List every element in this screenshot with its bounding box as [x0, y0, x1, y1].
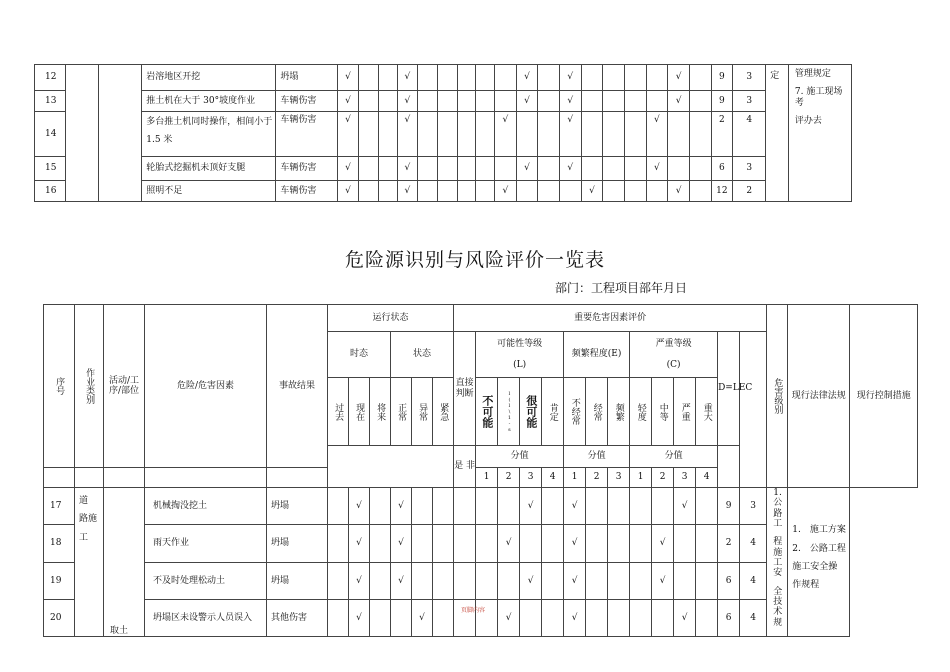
- mark-cell: [328, 599, 349, 636]
- mark-cell: [476, 65, 495, 91]
- mark-cell: √: [349, 599, 370, 636]
- row-d-value: 2: [718, 525, 740, 562]
- page-footer: 页脚内容: [461, 607, 486, 614]
- mark-cell: √: [391, 488, 412, 525]
- mark-cell: √: [398, 157, 418, 181]
- mark-cell: [696, 562, 718, 599]
- header-emergency: 紧急: [433, 378, 454, 446]
- mark-cell: [370, 488, 391, 525]
- mark-cell: √: [564, 599, 586, 636]
- mark-cell: √: [559, 91, 581, 112]
- mark-cell: [624, 91, 646, 112]
- mark-cell: [438, 65, 458, 91]
- mark-cell: √: [564, 525, 586, 562]
- header-direct: 直接判断: [454, 332, 476, 446]
- row-no: 13: [35, 91, 66, 112]
- mark-cell: [438, 91, 458, 112]
- mark-cell: √: [338, 91, 359, 112]
- mark-cell: [542, 599, 564, 636]
- header-score-c: 分值: [630, 446, 718, 468]
- mark-cell: [674, 525, 696, 562]
- mark-cell: [542, 488, 564, 525]
- header-frequent: 频繁: [608, 378, 630, 446]
- mark-cell: [457, 181, 476, 202]
- header-state: 状态: [391, 332, 454, 378]
- header-not-often: 不经常: [564, 378, 586, 446]
- mark-cell: [412, 488, 433, 525]
- header-tiny: l(l\1-s: [498, 378, 520, 446]
- mark-cell: [630, 525, 652, 562]
- row-activity: 取土: [104, 488, 145, 637]
- mark-cell: √: [349, 562, 370, 599]
- mark-cell: [476, 157, 495, 181]
- header-often: 经常: [586, 378, 608, 446]
- mark-cell: [652, 488, 674, 525]
- mark-cell: √: [516, 157, 538, 181]
- mark-cell: [538, 112, 560, 157]
- row-no: 16: [35, 181, 66, 202]
- mark-cell: [624, 65, 646, 91]
- mark-cell: [358, 65, 379, 91]
- mark-cell: [457, 65, 476, 91]
- mark-cell: [457, 112, 476, 157]
- mark-cell: [438, 181, 458, 202]
- control-line: 7. 施工现场考: [794, 87, 843, 108]
- mark-cell: √: [564, 562, 586, 599]
- header-abnormal: 异常: [412, 378, 433, 446]
- mark-cell: [417, 112, 438, 157]
- page-title: 危险源识别与风险评价一览表: [344, 249, 605, 271]
- mark-cell: [608, 488, 630, 525]
- score-e-3: 3: [608, 468, 630, 488]
- row-result: 其他伤害: [267, 599, 328, 636]
- mark-cell: [433, 525, 454, 562]
- score-e-1: 1: [564, 468, 586, 488]
- header-certain: 肯定: [542, 378, 564, 446]
- mark-cell: √: [338, 157, 359, 181]
- row-hazard: 轮胎式挖掘机未顶好支腿: [142, 157, 276, 181]
- mark-cell: [624, 181, 646, 202]
- mark-cell: [358, 91, 379, 112]
- mark-cell: [476, 181, 495, 202]
- mark-cell: [370, 525, 391, 562]
- score-l-3: 3: [520, 468, 542, 488]
- mark-cell: [498, 488, 520, 525]
- mark-cell: [391, 599, 412, 636]
- header-run-state: 运行状态: [328, 305, 454, 332]
- mark-cell: [417, 65, 438, 91]
- row-hazard: 不及时处理松动土: [145, 562, 267, 599]
- mark-cell: √: [674, 488, 696, 525]
- mark-cell: [379, 157, 398, 181]
- row-no: 15: [35, 157, 66, 181]
- mark-cell: [328, 525, 349, 562]
- row-result: 坍塌: [267, 562, 328, 599]
- row-no: 17: [44, 488, 75, 525]
- mark-cell: [454, 562, 476, 599]
- mark-cell: √: [668, 181, 690, 202]
- bottom-hazard-table: [43, 304, 918, 637]
- row-hazard: 雨天作业: [145, 525, 267, 562]
- mark-cell: √: [494, 181, 516, 202]
- mark-cell: [516, 112, 538, 157]
- row-result: 车辆伤害: [276, 91, 338, 112]
- mark-cell: [608, 562, 630, 599]
- mark-cell: √: [398, 91, 418, 112]
- header-impossible: 不可能: [476, 378, 498, 446]
- row-hazard: 岩溶地区开挖: [142, 65, 276, 91]
- row-level: 4: [740, 562, 767, 599]
- mark-cell: √: [520, 488, 542, 525]
- mark-cell: [370, 562, 391, 599]
- mark-cell: [433, 488, 454, 525]
- mark-cell: [379, 181, 398, 202]
- header-normal: 正常: [391, 378, 412, 446]
- mark-cell: [476, 599, 498, 636]
- mark-cell: √: [398, 181, 418, 202]
- score-l-2: 2: [498, 468, 520, 488]
- control-line: 管理规定: [794, 69, 831, 79]
- mark-cell: √: [338, 181, 359, 202]
- header-activity: 活动/工序/部位: [104, 305, 145, 468]
- mark-cell: √: [668, 91, 690, 112]
- header-score-e: 分值: [564, 446, 630, 468]
- row-hazard: 照明不足: [142, 181, 276, 202]
- mark-cell: [412, 562, 433, 599]
- mark-cell: √: [349, 488, 370, 525]
- header-freq: 频繁程度(E): [564, 332, 630, 378]
- mark-cell: [689, 65, 711, 91]
- mark-cell: √: [412, 599, 433, 636]
- mark-cell: [438, 112, 458, 157]
- mark-cell: [417, 91, 438, 112]
- mark-cell: √: [674, 599, 696, 636]
- mark-cell: [476, 91, 495, 112]
- mark-cell: [689, 181, 711, 202]
- mark-cell: [417, 181, 438, 202]
- row-no: 18: [44, 525, 75, 562]
- row-d-value: 9: [711, 65, 733, 91]
- header-tense: 时态: [328, 332, 391, 378]
- header-great: 重大: [696, 378, 718, 446]
- row-hazard: 推土机在大于 30°坡度作业: [142, 91, 276, 112]
- row-result: 车辆伤害: [276, 157, 338, 181]
- header-no: 序号: [44, 305, 75, 468]
- mark-cell: √: [516, 91, 538, 112]
- mark-cell: [538, 157, 560, 181]
- score-l-1: 1: [476, 468, 498, 488]
- mark-cell: [457, 157, 476, 181]
- row-level: 2: [733, 181, 766, 202]
- mark-cell: [476, 112, 495, 157]
- header-hazard: 危险/危害因素: [145, 305, 267, 468]
- row-level: 3: [733, 91, 766, 112]
- mark-cell: √: [652, 525, 674, 562]
- mark-cell: [630, 562, 652, 599]
- row-d-value: 6: [718, 599, 740, 636]
- header-law: 现行法律法规: [788, 305, 850, 488]
- header-d-lec: D=LEC: [718, 332, 740, 446]
- mark-cell: [520, 525, 542, 562]
- row-hazard: 多台推土机同时操作，相间小于 1.5 米: [142, 112, 276, 157]
- score-c-2: 2: [652, 468, 674, 488]
- mark-cell: [454, 599, 476, 636]
- row-result: 坍塌: [267, 525, 328, 562]
- row-no: 19: [44, 562, 75, 599]
- mark-cell: [457, 91, 476, 112]
- mark-cell: [603, 112, 625, 157]
- header-result: 事故结果: [267, 305, 328, 468]
- mark-cell: [498, 562, 520, 599]
- mark-cell: [586, 599, 608, 636]
- mark-cell: √: [559, 157, 581, 181]
- row-level: 3: [733, 157, 766, 181]
- mark-cell: √: [498, 599, 520, 636]
- mark-cell: [652, 599, 674, 636]
- mark-cell: [646, 65, 668, 91]
- mark-cell: [358, 157, 379, 181]
- mark-cell: [586, 525, 608, 562]
- mark-cell: √: [391, 525, 412, 562]
- mark-cell: [608, 599, 630, 636]
- mark-cell: [696, 599, 718, 636]
- row-d-value: 9: [718, 488, 740, 525]
- mark-cell: [542, 562, 564, 599]
- score-c-4: 4: [696, 468, 718, 488]
- mark-cell: √: [398, 112, 418, 157]
- mark-cell: [412, 525, 433, 562]
- mark-cell: [370, 599, 391, 636]
- mark-cell: √: [646, 157, 668, 181]
- row-d-value: 9: [711, 91, 733, 112]
- top-hazard-table: [34, 64, 917, 202]
- mark-cell: [454, 488, 476, 525]
- row-activity: [98, 65, 141, 202]
- mark-cell: [603, 91, 625, 112]
- row-d-value: 2: [711, 112, 733, 157]
- page-subtitle: 部门：工程项目部年月日: [555, 281, 688, 295]
- header-very-possible: 很可能: [520, 378, 542, 446]
- mark-cell: [624, 112, 646, 157]
- row-category: 道 路施 工: [75, 488, 104, 637]
- mark-cell: [494, 157, 516, 181]
- mark-cell: √: [338, 112, 359, 157]
- header-yes-no: 是 非: [454, 446, 476, 488]
- mark-cell: √: [494, 112, 516, 157]
- mark-cell: [668, 112, 690, 157]
- row-result: 车辆伤害: [276, 112, 338, 157]
- mark-cell: [674, 562, 696, 599]
- mark-cell: [538, 65, 560, 91]
- header-future: 将来: [370, 378, 391, 446]
- row-d-value: 12: [711, 181, 733, 202]
- header-light: 轻度: [630, 378, 652, 446]
- score-e-2: 2: [586, 468, 608, 488]
- row-d-value: 6: [711, 157, 733, 181]
- mark-cell: [603, 65, 625, 91]
- row-control: [788, 65, 851, 202]
- mark-cell: [586, 562, 608, 599]
- row-hazard: 坍塌区未设警示人员误入: [145, 599, 267, 636]
- header-medium: 中等: [652, 378, 674, 446]
- mark-cell: [542, 525, 564, 562]
- mark-cell: [433, 599, 454, 636]
- mark-cell: [494, 91, 516, 112]
- mark-cell: [696, 488, 718, 525]
- mark-cell: [358, 181, 379, 202]
- header-hazard-level: 危害级别: [767, 305, 788, 488]
- mark-cell: [379, 112, 398, 157]
- mark-cell: [476, 488, 498, 525]
- mark-cell: [696, 525, 718, 562]
- header-control: 现行控制措施: [850, 305, 918, 488]
- row-result: 坍塌: [267, 488, 328, 525]
- mark-cell: [538, 181, 560, 202]
- mark-cell: √: [559, 65, 581, 91]
- row-no: 20: [44, 599, 75, 636]
- mark-cell: √: [498, 525, 520, 562]
- mark-cell: √: [564, 488, 586, 525]
- row-law: 1. 公路工 程施工安 全技术规: [767, 488, 788, 637]
- mark-cell: [559, 181, 581, 202]
- mark-cell: [581, 65, 603, 91]
- header-key-eval: 重要危害因素评价: [454, 305, 767, 332]
- table-row: [44, 488, 918, 525]
- mark-cell: [328, 488, 349, 525]
- mark-cell: [603, 181, 625, 202]
- mark-cell: [476, 525, 498, 562]
- mark-cell: [689, 91, 711, 112]
- mark-cell: √: [559, 112, 581, 157]
- mark-cell: [379, 91, 398, 112]
- mark-cell: √: [398, 65, 418, 91]
- row-level: 4: [740, 525, 767, 562]
- mark-cell: [476, 562, 498, 599]
- mark-cell: √: [391, 562, 412, 599]
- mark-cell: [379, 65, 398, 91]
- row-law: 定: [766, 65, 789, 202]
- row-level: 3: [740, 488, 767, 525]
- row-no: 14: [35, 112, 66, 157]
- mark-cell: [646, 91, 668, 112]
- mark-cell: [689, 112, 711, 157]
- row-level: 4: [733, 112, 766, 157]
- header-past: 过去: [328, 378, 349, 446]
- row-hazard: 机械掏没挖土: [145, 488, 267, 525]
- mark-cell: [581, 157, 603, 181]
- mark-cell: √: [338, 65, 359, 91]
- header-likelihood: 可能性等级 (L): [476, 332, 564, 378]
- row-no: 12: [35, 65, 66, 91]
- score-c-3: 3: [674, 468, 696, 488]
- table-row: [35, 65, 917, 91]
- header-severity: 严重等级 (C): [630, 332, 718, 378]
- score-l-4: 4: [542, 468, 564, 488]
- mark-cell: √: [652, 562, 674, 599]
- row-d-value: 6: [718, 562, 740, 599]
- mark-cell: [433, 562, 454, 599]
- mark-cell: [630, 599, 652, 636]
- mark-cell: [454, 525, 476, 562]
- mark-cell: [494, 65, 516, 91]
- mark-cell: [630, 488, 652, 525]
- mark-cell: √: [668, 65, 690, 91]
- mark-cell: [646, 181, 668, 202]
- mark-cell: √: [349, 525, 370, 562]
- row-level: 3: [733, 65, 766, 91]
- mark-cell: [538, 91, 560, 112]
- row-control: 1. 施工方案 2. 公路工程 施工安全操 作规程: [788, 488, 850, 637]
- header-score-l: 分值: [476, 446, 564, 468]
- mark-cell: [516, 181, 538, 202]
- mark-cell: [417, 157, 438, 181]
- mark-cell: √: [520, 562, 542, 599]
- mark-cell: √: [581, 181, 603, 202]
- row-result: 坍塌: [276, 65, 338, 91]
- mark-cell: [668, 157, 690, 181]
- mark-cell: [581, 91, 603, 112]
- mark-cell: √: [646, 112, 668, 157]
- mark-cell: [608, 525, 630, 562]
- mark-cell: [438, 157, 458, 181]
- mark-cell: [586, 488, 608, 525]
- header-serious: 严重: [674, 378, 696, 446]
- row-category: [65, 65, 98, 202]
- control-line: 评办去: [794, 116, 822, 127]
- mark-cell: [328, 562, 349, 599]
- score-c-1: 1: [630, 468, 652, 488]
- mark-cell: √: [516, 65, 538, 91]
- row-level: 4: [740, 599, 767, 636]
- mark-cell: [358, 112, 379, 157]
- header-now: 现在: [349, 378, 370, 446]
- mark-cell: [624, 157, 646, 181]
- header-category: 作业类别: [75, 305, 104, 468]
- mark-cell: [603, 157, 625, 181]
- row-result: 车辆伤害: [276, 181, 338, 202]
- mark-cell: [520, 599, 542, 636]
- mark-cell: [689, 157, 711, 181]
- mark-cell: [581, 112, 603, 157]
